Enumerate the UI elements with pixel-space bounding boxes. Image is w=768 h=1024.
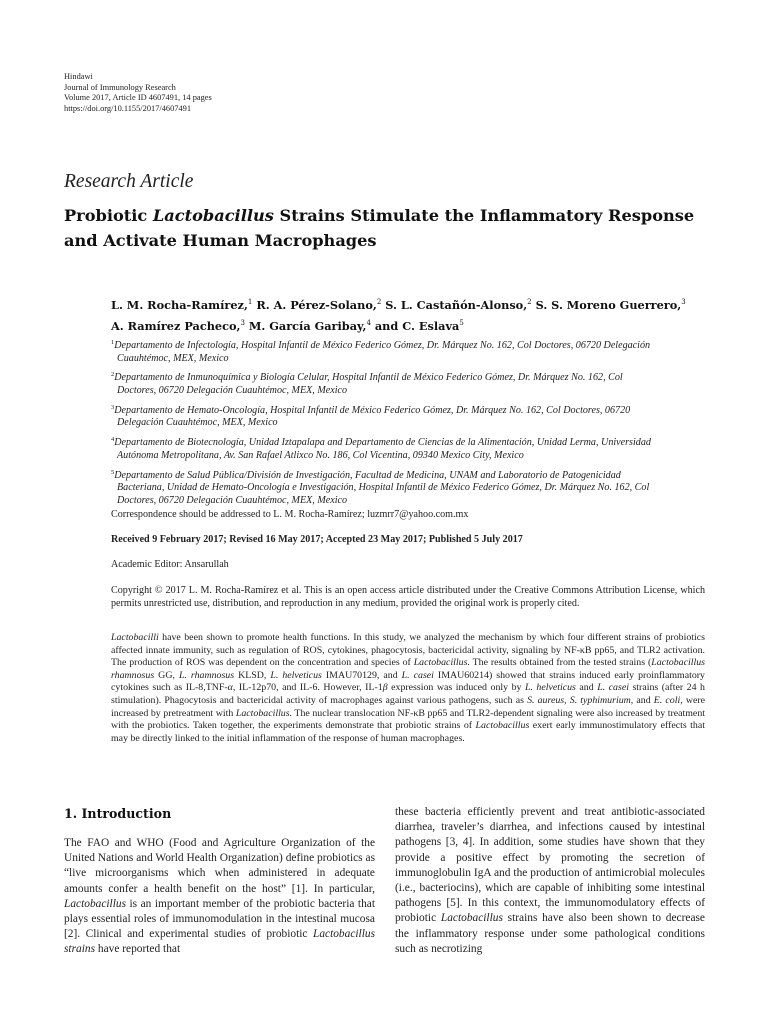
affiliation: $^2$Departamento de Inmunoquímica y Biología Celular, Hospital Infantil de México Federico Gómez, Dr. Márquez No. 162, Col Doctores, 06720 Delegación Cuauhtémoc, MEX, Mexico bbox=[111, 371, 623, 396]
article-type: Research Article bbox=[64, 171, 194, 192]
intro-column-left: The FAO and WHO (Food and Agriculture Organization of the United Nations and World Health Organization) define probiotics as “live microorganisms which when administered in adequate amounts confer a health benefit on the host” [1]. In particular, Lactobacillus is an important member of the probiotic bacteria that plays essential roles of immunomodulation in the intestinal mucosa [2]. Clinical and experimental studies of probiotic Lactobacillus strains have reported that bbox=[64, 837, 375, 956]
journal-name: Journal of Immunology Research bbox=[64, 82, 176, 92]
section-heading-introduction: 1. Introduction bbox=[64, 806, 172, 821]
history-dates: Received 9 February 2017; Revised 16 May 2017; Accepted 23 May 2017; Published 5 July 2017 bbox=[111, 534, 523, 545]
author: S. L. Castañón-Alonso,$^2$ bbox=[385, 298, 532, 312]
volume-info: Volume 2017, Article ID 4607491, 14 pages bbox=[64, 93, 212, 103]
abstract: Lactobacilli have been shown to promote health functions. In this study, we analyzed the mechanism by which four different strains of probiotics affected innate immunity, such as regulation of ROS, cytokines, phagocytosis, bactericidal activity, signaling by NF-κB pp65, and TLR2 activation. The production of ROS was dependent on the concentration and species of Lactobacillus. The results obtained from the tested strains (Lactobacillus rhamnosus GG, L. rhamnosus KLSD, L. helveticus IMAU70129, and L. casei IMAU60214) showed that strains induced early proinflammatory cytokines such as IL-8,TNF-α, IL-12p70, and IL-6. However, IL-1β expression was induced only by L. helveticus and L. casei strains (after 24 h stimulation). Phagocytosis and bactericidal activity of macrophages against various pathogens, such as S. aureus, S. typhimurium, and E. coli, were increased by pretreatment with Lactobacillus. The nuclear translocation NF-κB pp65 and TLR2-dependent signaling were also increased by treatment with the probiotics. Taken together, the experiments demonstrate that probiotic strains of Lactobacillus exert early immunostimulatory effects that may be directly linked to the initial inflammation of the response of human macrophages. bbox=[111, 632, 706, 744]
intro-column-right: these bacteria efficiently prevent and treat antibiotic-associated diarrhea, traveler’s diarrhea, and infections caused by intestinal pathogens [3, 4]. In addition, some studies have shown that they provide a positive effect by promoting the secretion of immunoglobulin IgA and the production of antimicrobial molecules (i.e., bacteriocins), which are capable of inhibiting some intestinal pathogens [5]. In this context, the immunomodulatory effects of probiotic Lactobacillus strains have also been shown to decrease the inflammatory response under some pathological conditions such as necrotizing bbox=[395, 806, 705, 955]
author: R. A. Pérez-Solano,$^2$ bbox=[256, 298, 382, 312]
author: M. García Garibay,$^4$ bbox=[248, 319, 371, 333]
author: S. S. Moreno Guerrero,$^3$ bbox=[535, 298, 686, 312]
affiliation: $^5$Departamento de Salud Pública/División de Investigación, Facultad de Medicina, UNAM and Laboratorio de Patogenicidad Bacteriana, Unidad de Hemato-Oncología e Investigación, Hospital Infantil de México Federico Gómez, Dr. Márquez No. 162, Col Doctores, 06720 Delegación Cuauhtémoc, MEX, Mexico bbox=[111, 468, 650, 506]
title-genus: Lactobacillus bbox=[152, 206, 274, 225]
title-text: Probiotic bbox=[64, 206, 153, 225]
affiliation: $^3$Departamento de Hemato-Oncología, Hospital Infantil de México Federico Gómez, Dr. Márquez No. 162, Col Doctores, 06720 Delegación Cuauhtémoc, MEX, Mexico bbox=[111, 403, 631, 429]
affiliation-list bbox=[111, 337, 711, 511]
affiliation: $^1$Departamento de Infectología, Hospital Infantil de México Federico Gómez, Dr. Márquez No. 162, Col Doctores, 06720 Delegación Cuauhtémoc, MEX, Mexico bbox=[111, 339, 651, 364]
academic-editor: Academic Editor: Ansarullah bbox=[111, 559, 229, 570]
copyright-notice: Copyright © 2017 L. M. Rocha-Ramírez et al. This is an open access article distributed under the Creative Commons Attribution License, which permits unrestricted use, distribution, and reproduction in any medium, provided the original work is properly cited. bbox=[111, 585, 705, 609]
article-title bbox=[64, 203, 714, 253]
journal-meta bbox=[64, 72, 212, 114]
title-text-rest: Strains Stimulate the Inflammatory Response and Activate Human Macrophages bbox=[64, 206, 695, 250]
doi-link[interactable]: https://doi.org/10.1155/2017/4607491 bbox=[64, 103, 192, 113]
affiliation: $^4$Departamento de Biotecnología, Unidad Iztapalapa and Departamento de Ciencias de la Alimentación, Unidad Lerma, Universidad Autónoma Metropolitana, Av. San Rafael Atlixco No. 186, Col Vicentina, 09340 Mexico City, Mexico bbox=[111, 436, 651, 461]
author: A. Ramírez Pacheco,$^3$ bbox=[111, 319, 245, 333]
author: L. M. Rocha-Ramírez,$^1$ bbox=[111, 298, 253, 312]
author-list bbox=[111, 293, 721, 335]
publisher-name: Hindawi bbox=[64, 72, 93, 81]
correspondence-line: Correspondence should be addressed to L. M. Rocha-Ramírez; luzmrr7@yahoo.com.mx bbox=[111, 509, 469, 520]
author: and C. Eslava$^5$ bbox=[374, 319, 464, 333]
